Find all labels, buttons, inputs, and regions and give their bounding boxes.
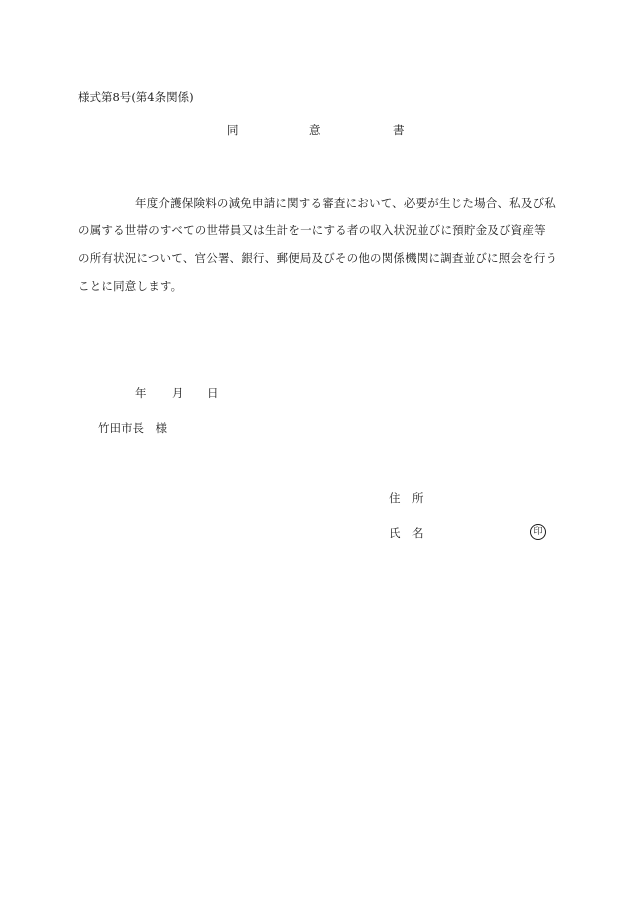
- seal-mark-icon: 印: [530, 524, 546, 540]
- title-char-1: 同: [227, 123, 239, 137]
- form-number-label: 様式第8号(第4条関係): [78, 90, 194, 104]
- date-day: 日: [207, 386, 219, 400]
- name-label: 氏 名: [389, 526, 424, 540]
- body-text-line-2: の属する世帯のすべての世帯員又は生計を一にする者の収入状況並びに預貯金及び資産等: [78, 223, 546, 237]
- date-month: 月: [172, 386, 184, 400]
- address-label: 住 所: [389, 491, 424, 505]
- title-char-3: 書: [393, 123, 405, 137]
- title-char-2: 意: [309, 123, 321, 137]
- addressee: 竹田市長 様: [98, 421, 167, 435]
- date-year: 年: [135, 386, 147, 400]
- body-text-line-4: ことに同意します。: [78, 279, 183, 293]
- body-text-line-1: 年度介護保険料の減免申請に関する審査において、必要が生じた場合、私及び私: [135, 196, 556, 210]
- body-text-line-3: の所有状況について、官公署、銀行、郵便局及びその他の関係機関に調査並びに照会を行う: [78, 251, 558, 265]
